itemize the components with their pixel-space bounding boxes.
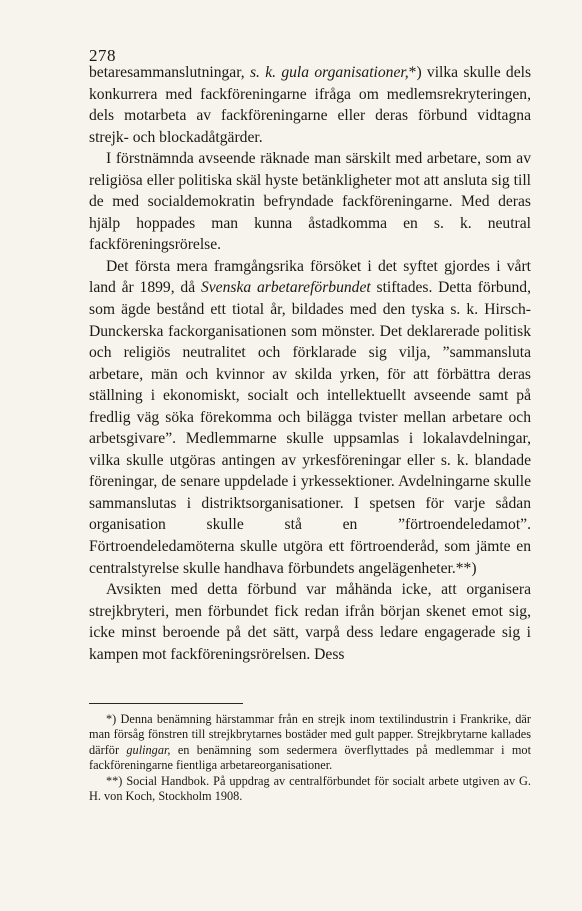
text-run: en benämning som sedermera överflyttades på medlemmar i mot fackföreningarne fientliga arbetareorganisationer. (89, 742, 531, 773)
footnote-divider (89, 703, 243, 704)
text-run: Det första mera framgångsrika försöket i det syftet gjordes i vårt land år 1899, då (89, 257, 531, 297)
text-run: stiftades. Detta förbund, som ägde bestånd ett tiotal år, bildades med den tyska s. k. Hirsch-Dunckerska fackorganisationen som mönster. Det deklarerade politisk och religiös neutralitet och förklarade sig vilja, ”sammansluta arbetare, män och kvinnor av skilda yrken, för att förbättra deras ställning i ekonomiskt, socialt och intellektuellt avseende samt på fredlig väg söka förekomma och bilägga tvister mellan arbetare och arbetsgivare”. Medlemmarne skulle uppsamlas i lokalavdelningar, vilka skulle utgöras antingen av yrkesföreningar eller s. k. blandade föreningar, de senare uppdelade i yrkessektioner. Avdelningarne skulle sammanslutas i distriktsorganisationer. I spetsen för varje sådan organisation skulle stå en ”förtroendeledamot”. Förtroendeledamöterna skulle utgöra ett förtroenderåd, som jämte en centralstyrelse skulle handhava förbundets angelägenheter.**) (89, 279, 531, 577)
paragraph (89, 148, 531, 256)
text-run: *) vilka skulle dels konkurrera med fackföreningarne ifråga om medlemsrekryteringen, dels motarbeta av fackföreningarne eller deras förbund vidtagna strejk- och blockadåtgärder. (89, 64, 532, 146)
body-text (89, 62, 531, 665)
footnotes (89, 712, 531, 804)
text-run: betaresammanslutningar, (89, 64, 250, 81)
italic-text: s. k. gula organisationer, (249, 64, 409, 81)
italic-text: gulingar, (126, 742, 171, 757)
footnote (89, 712, 531, 774)
italic-text: Svenska arbetareförbundet (200, 279, 371, 297)
paragraph (89, 579, 531, 665)
paragraph (89, 256, 531, 579)
text-run: *) Denna benämning härstammar från en strejk inom textilindustrin i Frankrike, där man försåg fönstren till strejkbrytarnes bostäder med gult papper. Strejkbrytarne kallades därför (89, 712, 531, 757)
text-run: **) Social Handbok. På uppdrag av centralförbundet för socialt arbete utgiven av G. H. von Koch, Stockholm 1908. (89, 773, 531, 804)
page-number: 278 (89, 46, 116, 65)
text-run: Avsikten med detta förbund var måhända icke, att organisera strejkbryteri, men förbundet fick redan ifrån början skenet emot sig, icke minst beroende på det sätt, varpå dess ledare engagerade sig i kampen mot fackföreningsrörelsen. Dess (89, 581, 531, 663)
footnote (89, 774, 531, 805)
text-run: I förstnämnda avseende räknade man särskilt med arbetare, som av religiösa eller politiska skäl hyste betänkligheter mot att ansluta sig till de med socialdemokratin befryndade fackföreningarne. Med deras hjälp hoppades man kunna åstadkomma en s. k. neutral fackföreningsrörelse. (89, 150, 531, 254)
paragraph (89, 62, 531, 148)
